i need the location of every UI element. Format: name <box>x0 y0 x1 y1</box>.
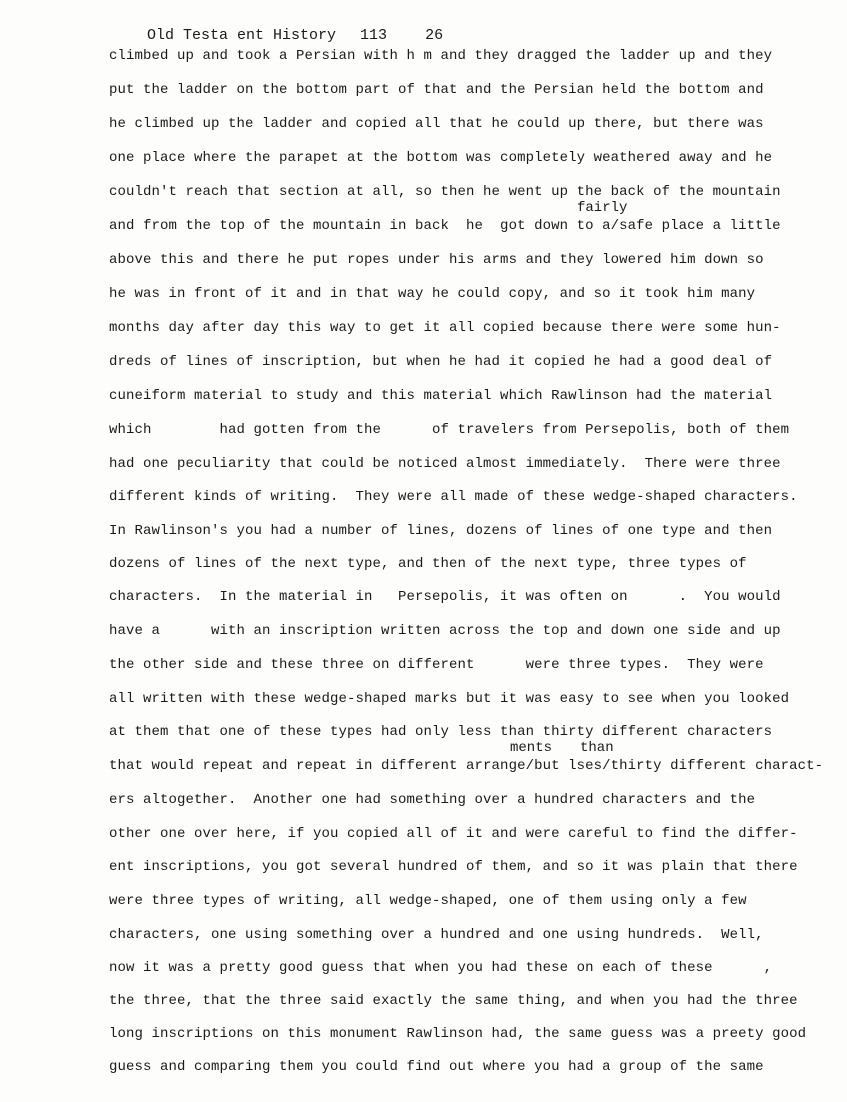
text-line: different kinds of writing. They were all made of these wedge-shaped characters. <box>109 489 798 505</box>
text-line: climbed up and took a Persian with h m and they dragged the ladder up and they <box>109 48 773 64</box>
text-line: had one peculiarity that could be noticed almost immediately. There were three <box>109 456 781 472</box>
header-title: Old Testa ent History <box>147 27 337 44</box>
interlinear-insertion: ments <box>510 740 553 756</box>
text-line: cuneiform material to study and this material which Rawlinson had the material <box>109 388 773 404</box>
text-line: guess and comparing them you could find out where you had a group of the same <box>109 1059 764 1075</box>
text-line: put the ladder on the bottom part of that and the Persian held the bottom and <box>109 82 764 98</box>
text-line: characters, one using something over a hundred and one using hundreds. Well, <box>109 927 764 943</box>
text-line: couldn't reach that section at all, so then he went up the back of the mountain <box>109 184 781 200</box>
text-line: all written with these wedge-shaped marks but it was easy to see when you looked <box>109 691 790 707</box>
text-line: have a with an inscription written across the top and down one side and up <box>109 623 781 639</box>
text-line: ent inscriptions, you got several hundred of them, and so it was plain that there <box>109 859 798 875</box>
text-line: dreds of lines of inscription, but when he had it copied he had a good deal of <box>109 354 773 370</box>
interlinear-insertion: than <box>580 740 614 756</box>
interlinear-insertion: fairly <box>577 200 628 216</box>
text-line: above this and there he put ropes under his arms and they lowered him down so <box>109 252 764 268</box>
header-page-number-b: 26 <box>425 27 444 44</box>
text-line: at them that one of these types had only less than thirty different characters <box>109 724 773 740</box>
text-line: were three types of writing, all wedge-shaped, one of them using only a few <box>109 893 747 909</box>
text-line: characters. In the material in Persepolis, it was often on . You would <box>109 589 781 605</box>
text-line: long inscriptions on this monument Rawlinson had, the same guess was a preety good <box>109 1026 807 1042</box>
text-line: and from the top of the mountain in back he got down to a/safe place a little <box>109 218 781 234</box>
text-line: months day after day this way to get it all copied because there were some hun- <box>109 320 781 336</box>
text-line: In Rawlinson's you had a number of lines, dozens of lines of one type and then <box>109 523 773 539</box>
text-line: he climbed up the ladder and copied all that he could up there, but there was <box>109 116 764 132</box>
text-line: other one over here, if you copied all of it and were careful to find the differ- <box>109 826 798 842</box>
text-line: he was in front of it and in that way he could copy, and so it took him many <box>109 286 756 302</box>
header-page-number-a: 113 <box>360 27 388 44</box>
text-line: one place where the parapet at the bottom was completely weathered away and he <box>109 150 773 166</box>
text-line: the other side and these three on different were three types. They were <box>109 657 764 673</box>
text-line: that would repeat and repeat in different arrange/but lses/thirty different charact- <box>109 758 824 774</box>
text-line: ers altogether. Another one had something over a hundred characters and the <box>109 792 756 808</box>
text-line: which had gotten from the of travelers from Persepolis, both of them <box>109 422 790 438</box>
text-line: dozens of lines of the next type, and then of the next type, three types of <box>109 556 747 572</box>
text-line: now it was a pretty good guess that when you had these on each of these , <box>109 960 773 976</box>
text-line: the three, that the three said exactly the same thing, and when you had the three <box>109 993 798 1009</box>
